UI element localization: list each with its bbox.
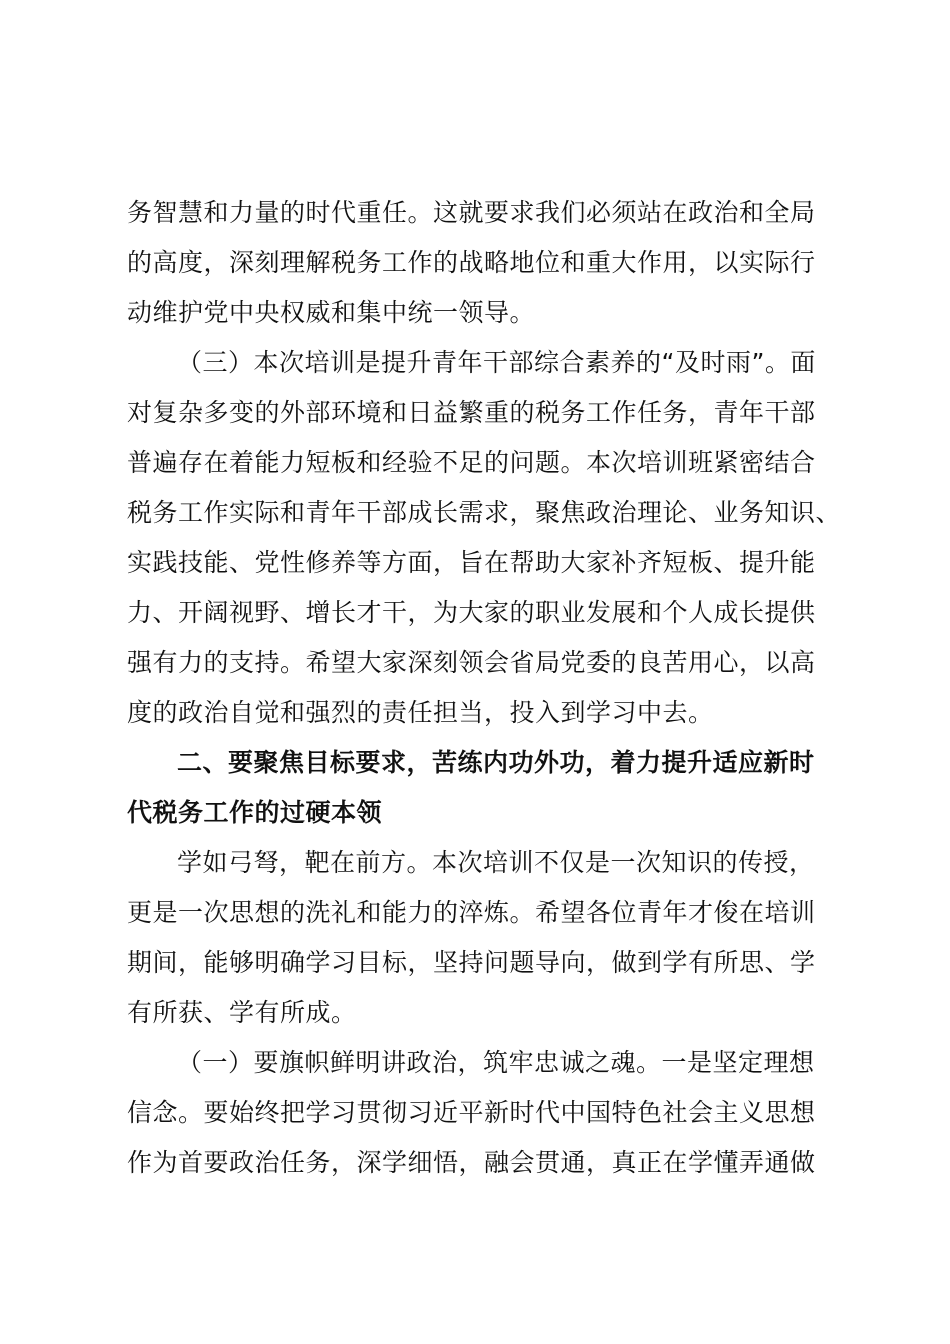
text-line: 力、开阔视野、增长才干，为大家的职业发展和个人成长提供: [127, 598, 816, 627]
text-line: 强有力的支持。希望大家深刻领会省局党委的良苦用心，以高: [127, 648, 816, 677]
text-line: 实践技能、党性修养等方面，旨在帮助大家补齐短板、提升能: [127, 548, 816, 577]
text-line: 期间，能够明确学习目标，坚持问题导向，做到学有所思、学: [127, 948, 816, 977]
text-line: 作为首要政治任务，深学细悟，融会贯通，真正在学懂弄通做: [127, 1148, 816, 1177]
text-line: 动维护党中央权威和集中统一领导。: [127, 298, 536, 327]
text-line: 信念。要始终把学习贯彻习近平新时代中国特色社会主义思想: [127, 1098, 816, 1127]
text-line: 度的政治自觉和强烈的责任担当，投入到学习中去。: [127, 698, 714, 727]
paragraph-start-line: 学如弓弩，靶在前方。本次培训不仅是一次知识的传授，: [177, 848, 815, 877]
text-line: 普遍存在着能力短板和经验不足的问题。本次培训班紧密结合: [127, 448, 816, 477]
paragraph-start-line: （一）要旗帜鲜明讲政治，筑牢忠诚之魂。一是坚定理想: [177, 1048, 815, 1077]
text-line: 有所获、学有所成。: [127, 998, 357, 1027]
text-line: 务智慧和力量的时代重任。这就要求我们必须站在政治和全局: [127, 198, 816, 227]
section-heading-line: 二、要聚焦目标要求，苦练内功外功，着力提升适应新时: [177, 748, 815, 777]
paragraph-start-line: （三）本次培训是提升青年干部综合素养的“及时雨”。面: [177, 348, 816, 377]
text-line: 更是一次思想的洗礼和能力的淬炼。希望各位青年才俊在培训: [127, 898, 816, 927]
text-line: 对复杂多变的外部环境和日益繁重的税务工作任务，青年干部: [127, 398, 816, 427]
text-line: 的高度，深刻理解税务工作的战略地位和重大作用，以实际行: [127, 248, 816, 277]
text-line: 税务工作实际和青年干部成长需求，聚焦政治理论、业务知识、: [127, 498, 842, 527]
section-heading-line: 代税务工作的过硬本领: [127, 798, 383, 827]
